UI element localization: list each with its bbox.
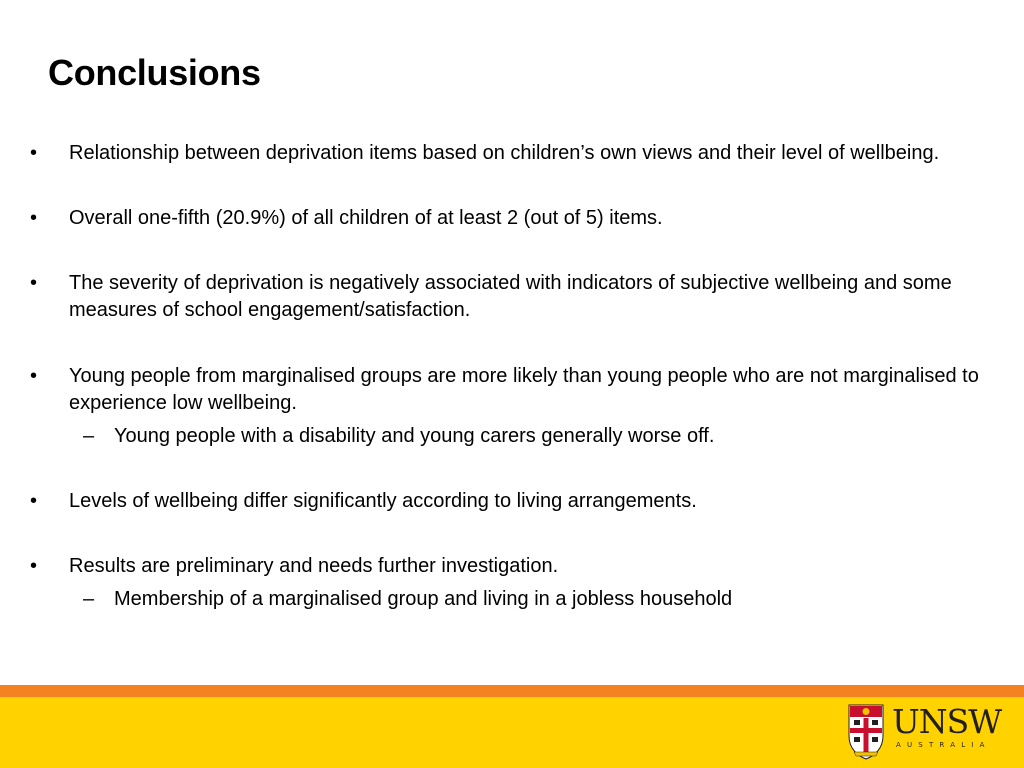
bullet-item (30, 363, 990, 450)
bullet-item (30, 553, 990, 613)
bullet-text: Overall one-fifth (20.9%) of all children of at least 2 (out of 5) items. (69, 207, 663, 229)
sub-bullet-item (69, 423, 990, 450)
sub-bullet-text: Young people with a disability and young carers generally worse off. (114, 425, 715, 447)
bullet-item (30, 140, 990, 167)
bullet-marker: • (30, 365, 38, 387)
logo-wordmark: UNSW (892, 702, 1002, 741)
bullet-item (30, 488, 990, 515)
bullet-text: Young people from marginalised groups are more likely than young people who are not marginalised to experience low wellbeing. (69, 365, 979, 414)
bullet-marker: • (30, 555, 38, 577)
bullet-item (30, 205, 990, 232)
logo-text (892, 704, 1001, 750)
unsw-logo (848, 704, 1001, 760)
bullet-marker: • (30, 207, 38, 229)
bullet-marker: • (30, 142, 38, 164)
sub-bullet-marker: – (83, 588, 95, 610)
footer-orange-band (0, 685, 1024, 697)
sub-bullet-item (69, 586, 990, 613)
bullet-text: Relationship between deprivation items based on children’s own views and their level of wellbeing. (69, 142, 940, 164)
sub-bullet-text: Membership of a marginalised group and living in a jobless household (114, 588, 733, 610)
bullet-text: The severity of deprivation is negatively associated with indicators of subjective wellbeing and some measures of school engagement/satisfaction. (69, 272, 952, 321)
bullet-item (30, 270, 990, 324)
slide-title: Conclusions (48, 52, 261, 93)
unsw-crest-icon (848, 704, 884, 760)
bullet-text: Results are preliminary and needs further investigation. (69, 555, 559, 577)
bullet-text: Levels of wellbeing differ significantly according to living arrangements. (69, 490, 697, 512)
logo-subtitle: AUSTRALIA (896, 741, 991, 749)
sub-bullet-marker: – (83, 425, 95, 447)
bullet-marker: • (30, 272, 38, 294)
bullet-marker: • (30, 490, 38, 512)
conclusions-list (30, 140, 990, 613)
